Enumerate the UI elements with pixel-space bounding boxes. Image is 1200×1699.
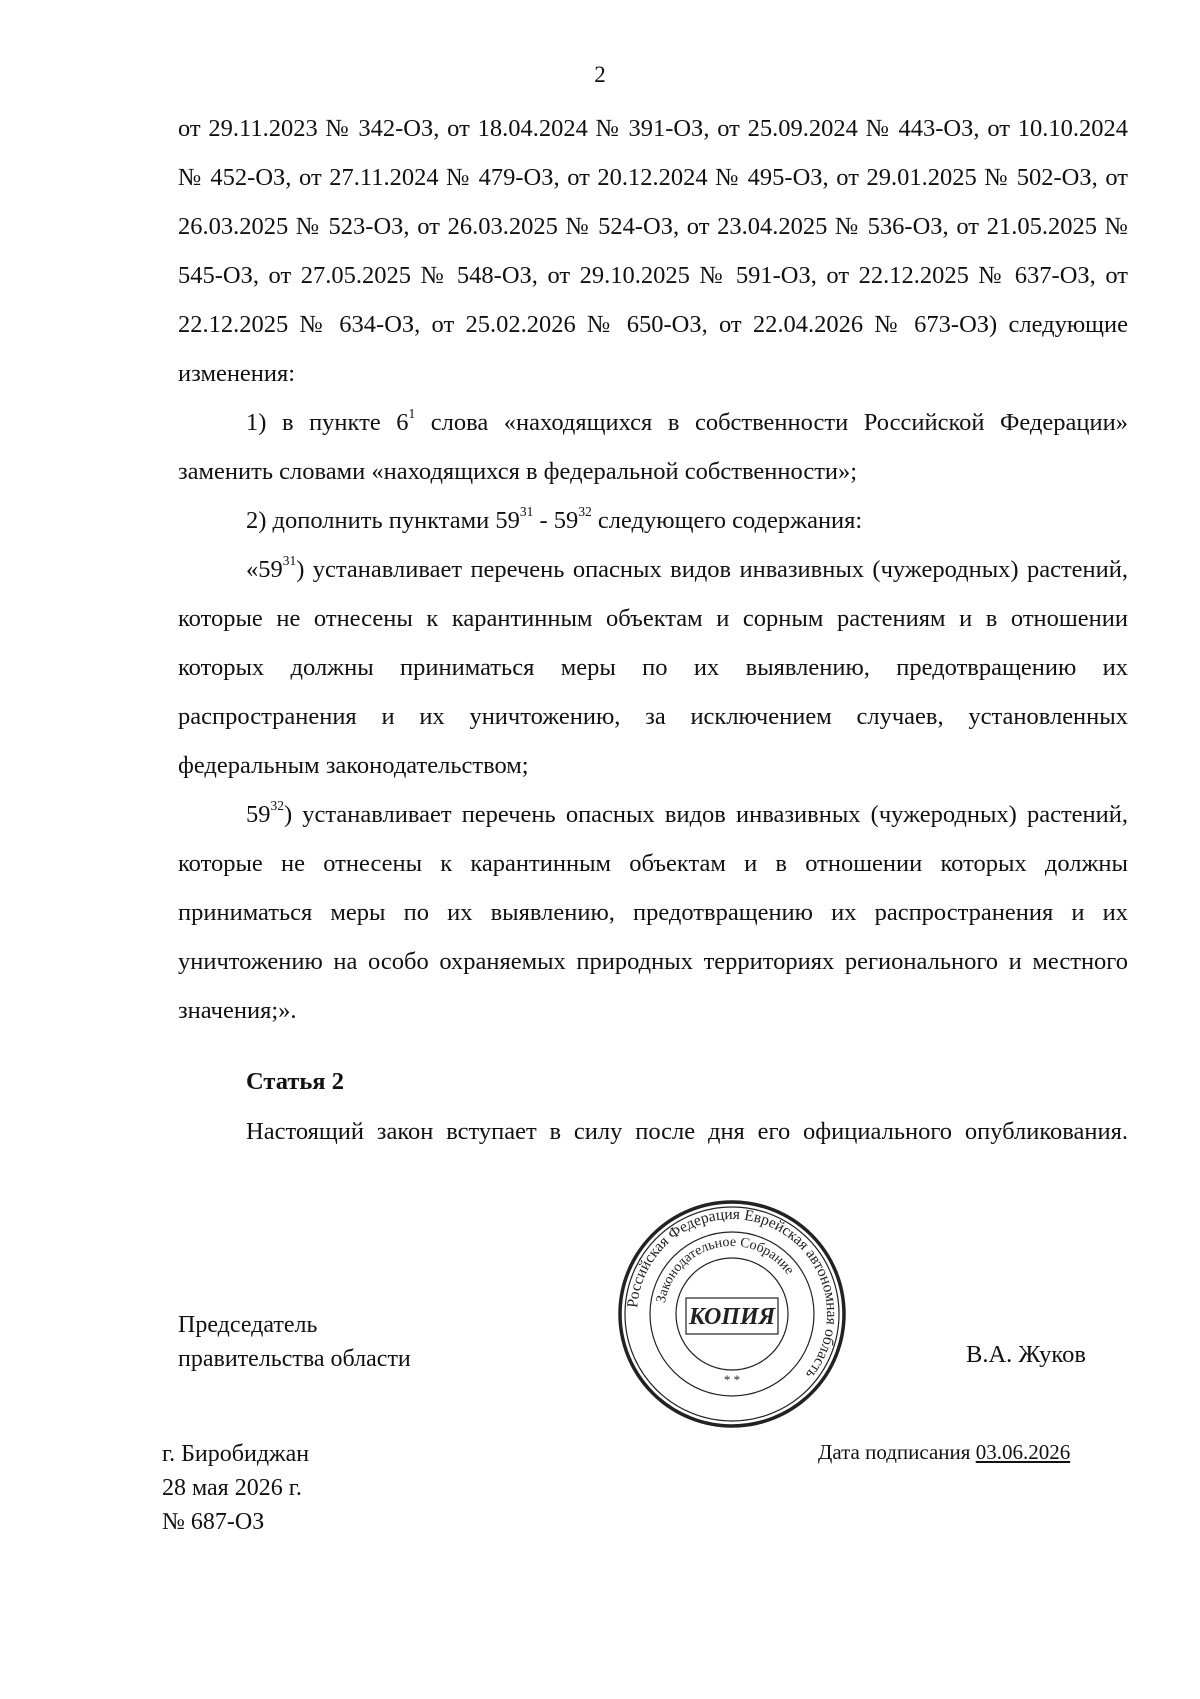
- stamp-copy-label: КОПИЯ: [688, 1304, 776, 1330]
- clause-59-32-text: ) устанавливает перечень опасных видов инвазивных (чужеродных) растений, которые не отнесены к карантинным объектам и в отношении которых должны приниматься меры по их выявлению, предотвращению их распространения и их уничтожению на особо охраняемых природных территориях регионального и местного значения;».: [178, 801, 1128, 1024]
- clause-59-32-paragraph: [178, 790, 1128, 1035]
- stamp-outer-text: Российская Федерация Еврейская автономная область: [624, 1205, 841, 1383]
- amendment-list-paragraph: от 29.11.2023 № 342-ОЗ, от 18.04.2024 № 391-ОЗ, от 25.09.2024 № 443-ОЗ, от 10.10.2024 № 452-ОЗ, от 27.11.2024 № 479-ОЗ, от 20.12.2024 № 495-ОЗ, от 29.01.2025 № 502-ОЗ, от 26.03.2025 № 523-ОЗ, от 26.03.2025 № 524-ОЗ, от 23.04.2025 № 536-ОЗ, от 21.05.2025 № 545-ОЗ, от 27.05.2025 № 548-ОЗ, от 29.10.2025 № 591-ОЗ, от 22.12.2025 № 637-ОЗ, от 22.12.2025 № 634-ОЗ, от 25.02.2026 № 650-ОЗ, от 22.04.2026 № 673-ОЗ) следующие изменения:: [178, 115, 1128, 387]
- item-2-superscript-b: 32: [578, 503, 592, 519]
- place-date-number: [162, 1437, 309, 1539]
- stamp-stars: * *: [723, 1372, 741, 1387]
- item-1-text: слова «находящихся в собственности Российской Федерации» заменить словами «находящихся в федеральной собственности»;: [178, 409, 1128, 485]
- copy-stamp: [616, 1198, 848, 1430]
- item-2-paragraph: [178, 496, 1128, 545]
- item-1-prefix: 1) в пункте 6: [246, 409, 409, 436]
- clause-59-32-prefix: 59: [246, 801, 271, 828]
- item-2-prefix: 2) дополнить пунктами 59: [246, 507, 520, 534]
- law-date: 28 мая 2026 г.: [162, 1475, 302, 1501]
- signatory-position-line-1: Председатель: [178, 1312, 318, 1338]
- city: г. Биробиджан: [162, 1441, 310, 1467]
- item-1-superscript: 1: [408, 405, 416, 421]
- clause-59-31-text: ) устанавливает перечень опасных видов инвазивных (чужеродных) растений, которые не отнесены к карантинным объектам и сорным растениям и в отношении которых должны приниматься меры по их выявлению, предотвращению их распространения и их уничтожению, за исключением случаев, установленных федеральным законодательством;: [178, 556, 1128, 779]
- clause-59-32-superscript: 32: [270, 797, 284, 813]
- signing-date: [818, 1440, 1070, 1465]
- signatory-position: [178, 1308, 411, 1376]
- item-2-text: следующего содержания:: [591, 507, 863, 534]
- signatory-position-line-2: правительства области: [178, 1346, 411, 1372]
- article-2-title: Статья 2: [246, 1068, 344, 1095]
- clause-59-31-superscript: 31: [282, 552, 297, 568]
- item-2-superscript-a: 31: [519, 503, 534, 519]
- signing-date-label: Дата подписания: [818, 1440, 971, 1464]
- document-body: [178, 104, 1128, 1035]
- clause-59-31-paragraph: [178, 545, 1128, 790]
- page-number: 2: [594, 62, 606, 87]
- article-2-text: [178, 1108, 1128, 1156]
- article-2-text-content: Настоящий закон вступает в силу после дня его официального опубликования.: [246, 1118, 1128, 1145]
- stamp-inner-text: Законодательное Собрание: [653, 1234, 797, 1305]
- item-1-paragraph: [178, 398, 1128, 496]
- signing-date-value: 03.06.2026: [975, 1440, 1071, 1464]
- law-number: № 687-ОЗ: [162, 1509, 265, 1535]
- clause-59-31-prefix: «59: [246, 556, 283, 583]
- item-2-mid: - 59: [533, 507, 579, 534]
- signatory-name: В.А. Жуков: [966, 1341, 1086, 1368]
